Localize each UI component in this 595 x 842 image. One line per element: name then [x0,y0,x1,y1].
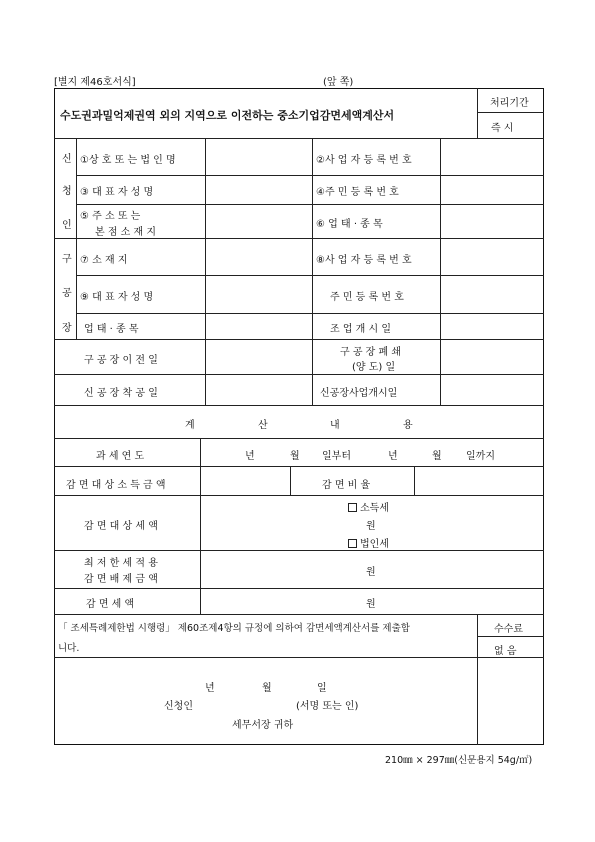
old-factory-start-date-label: 조 업 개 시 일 [330,324,392,335]
old-factory-closure-label-line1: 구 공 장 폐 쇄 [340,347,402,358]
tax-year-end-year: 년 [388,451,398,462]
calc-title-4: 용 [403,420,413,431]
old-factory-resident-no-label: 주 민 등 록 번 호 [330,292,404,303]
corp-tax-option[interactable] [348,535,389,550]
old-factory-business-type-field[interactable] [206,314,311,338]
rep-name-field[interactable] [206,176,311,203]
business-type-label: ⑥ 업 태 · 종 목 [316,219,383,230]
processing-period-value: 즉 시 [491,123,514,134]
old-factory-location-field[interactable] [206,239,311,274]
old-factory-rep-name-field[interactable] [206,276,311,312]
corp-tax-checkbox[interactable] [348,539,357,548]
address-field[interactable] [206,205,311,237]
address-label-line1: ⑤ 주 소 또 는 [80,211,141,222]
sign-date-month: 월 [262,683,272,694]
exempt-tax-won: 원 [366,599,376,610]
tax-year-start-day: 일부터 [322,451,351,462]
paper-spec: 210㎜ × 297㎜(신문용지 54g/㎡) [385,755,533,766]
processing-period-label: 처리기간 [490,98,529,109]
exempt-rate-field[interactable] [415,467,543,494]
exempt-tax-label: 감 면 세 액 [86,599,135,610]
address-label-line2: 본 점 소 재 지 [95,227,157,238]
form-title: 수도권과밀억제권역 외의 지역으로 이전하는 중소기업감면세액계산서 [60,109,395,122]
recipient-label: 세무서장 귀하 [232,720,294,731]
biz-reg-no-label: ②사 업 자 등 록 번 호 [316,155,412,166]
exempt-rate-label: 감 면 비 율 [322,480,371,491]
applicant-signature-field[interactable] [200,694,292,710]
old-factory-group-label-1: 구 [62,254,72,265]
statement-line2: 니다. [58,643,80,654]
applicant-group-label-3: 인 [62,220,72,231]
min-tax-won: 원 [366,567,376,578]
statement-line1: 「 조세특례제한법 시행령」 제60조제4항의 규정에 의하여 감면세액계산서를 제출합 [58,623,410,634]
old-factory-rep-name-label: ⑨ 대 표 자 성 명 [80,292,154,303]
old-factory-closure-date-field[interactable] [441,340,543,373]
applicant-group-label-1: 신 [62,154,72,165]
tax-year-end-day: 일까지 [466,451,495,462]
min-tax-label-line1: 최 저 한 세 적 용 [84,558,158,569]
exempt-income-field[interactable] [201,467,289,494]
min-tax-label-line2: 감 면 배 제 금 액 [84,574,158,585]
income-tax-checkbox[interactable] [348,503,357,512]
new-factory-start-label: 신공장사업개시일 [320,388,398,399]
page-side-label: (앞 쪽) [323,77,354,88]
applicant-sign-label: 신청인 [164,701,193,712]
exempt-income-label: 감 면 대 상 소 득 금 액 [66,480,166,491]
old-factory-group-label-3: 장 [62,323,72,334]
old-factory-move-date-field[interactable] [206,340,311,373]
old-factory-resident-no-field[interactable] [441,276,543,312]
old-factory-biz-reg-no-field[interactable] [441,239,543,274]
target-tax-won: 원 [366,521,376,532]
old-factory-move-date-label: 구 공 장 이 전 일 [84,355,158,366]
fee-value: 없 음 [494,646,517,657]
new-factory-start-field[interactable] [441,375,543,404]
rep-name-label: ③ 대 표 자 성 명 [80,187,154,198]
tax-year-start-month: 월 [290,451,300,462]
old-factory-location-label: ⑦ 소 재 지 [80,255,128,266]
sign-date-year: 년 [205,683,215,694]
tax-year-end-month: 월 [432,451,442,462]
sign-or-seal-label: (서명 또는 인) [296,701,359,712]
fee-label: 수수료 [494,624,523,635]
corp-tax-label: 법인세 [360,539,389,550]
exempt-target-tax-label: 감 면 대 상 세 액 [84,521,158,532]
biz-reg-no-field[interactable] [441,139,543,174]
form-number: [별지 제46호서식] [54,77,136,88]
calc-title-1: 계 [185,420,195,431]
company-name-label: ①상 호 또 는 법 인 명 [80,155,176,166]
calc-title-3: 내 [330,420,340,431]
business-type-field[interactable] [441,205,543,237]
new-factory-construction-label: 신 공 장 착 공 일 [84,388,158,399]
tax-year-start-year: 년 [245,451,255,462]
resident-no-label: ④주 민 등 록 번 호 [316,187,399,198]
company-name-field[interactable] [206,139,311,174]
old-factory-biz-reg-no-label: ⑧사 업 자 등 록 번 호 [316,255,412,266]
tax-year-label: 과 세 연 도 [96,451,145,462]
sign-date-day: 일 [317,683,327,694]
old-factory-closure-label-line2: (양 도) 일 [352,362,396,373]
old-factory-group-label-2: 공 [62,288,72,299]
income-tax-option[interactable] [348,499,389,514]
resident-no-field[interactable] [441,176,543,203]
income-tax-label: 소득세 [360,503,389,514]
new-factory-construction-field[interactable] [206,375,311,404]
applicant-group-label-2: 청 [62,186,72,197]
calc-title-2: 산 [258,420,268,431]
old-factory-start-date-field[interactable] [441,314,543,338]
old-factory-business-type-label: 업 태 · 종 목 [84,324,139,335]
